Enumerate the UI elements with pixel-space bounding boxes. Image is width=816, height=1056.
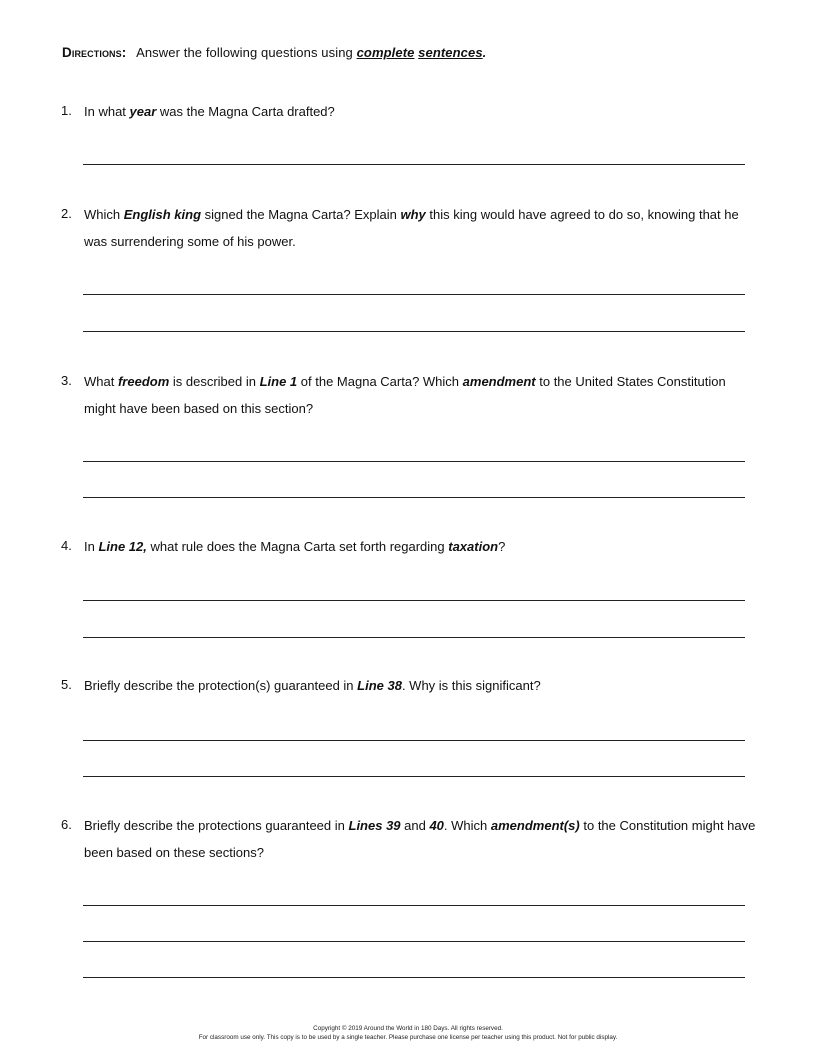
directions-emphasis-sentences: sentences	[418, 45, 483, 60]
question-text	[84, 672, 756, 699]
emphasis-line-12: Line 12,	[98, 539, 147, 554]
answer-line-3a[interactable]	[83, 461, 745, 462]
question-number: 2.	[61, 206, 72, 221]
question-number: 5.	[61, 677, 72, 692]
text-run: In what	[84, 104, 130, 119]
text-run: and	[400, 818, 430, 833]
answer-line-6a[interactable]	[83, 905, 745, 906]
directions	[62, 45, 486, 60]
footer	[0, 1024, 816, 1042]
text-run: of the Magna Carta? Which	[297, 374, 463, 389]
emphasis-lines-39: Lines 39	[348, 818, 401, 833]
directions-label: Directions:	[62, 45, 127, 60]
question-number: 3.	[61, 373, 72, 388]
answer-line-4b[interactable]	[83, 637, 745, 638]
text-run: Which	[84, 207, 124, 222]
footer-copyright: Copyright © 2019 Around the World in 180 Days. All rights reserved.	[313, 1025, 503, 1032]
text-run: ?	[498, 539, 506, 554]
question-text	[84, 368, 756, 422]
question-number: 1.	[61, 103, 72, 118]
emphasis-line-38: Line 38	[357, 678, 402, 693]
text-run: . Why is this significant?	[401, 678, 541, 693]
emphasis-40: 40	[429, 818, 444, 833]
answer-line-6b[interactable]	[83, 941, 745, 942]
emphasis-year: year	[129, 104, 157, 119]
emphasis-why: why	[400, 207, 426, 222]
question-number: 4.	[61, 538, 72, 553]
answer-line-2b[interactable]	[83, 331, 745, 332]
text-run: what rule does the Magna Carta set forth regarding	[146, 539, 449, 554]
emphasis-line-1: Line 1	[259, 374, 298, 389]
emphasis-amendments: amendment(s)	[490, 818, 580, 833]
answer-line-2a[interactable]	[83, 294, 745, 295]
emphasis-english-king: English king	[123, 207, 202, 222]
question-text	[84, 98, 756, 125]
directions-emphasis-complete: complete	[356, 45, 415, 60]
emphasis-amendment: amendment	[462, 374, 536, 389]
text-run: In	[84, 539, 99, 554]
answer-line-3b[interactable]	[83, 497, 745, 498]
question-number: 6.	[61, 817, 72, 832]
text-run: to the Constitution might have been based on these sections?	[84, 818, 756, 860]
text-run: is described in	[169, 374, 260, 389]
answer-line-6c[interactable]	[83, 977, 745, 978]
text-run: was the Magna Carta drafted?	[156, 104, 335, 119]
text-run: signed the Magna Carta? Explain	[201, 207, 401, 222]
emphasis-freedom: freedom	[117, 374, 170, 389]
question-text	[84, 812, 756, 866]
footer-license: For classroom use only. This copy is to be used by a single teacher. Please purchase one license per teacher using this product. Not for public display.	[198, 1034, 618, 1041]
text-run: this king would have agreed to do so, knowing that he was surrendering some of his power.	[84, 207, 739, 249]
directions-end: .	[482, 45, 487, 60]
question-text	[84, 201, 756, 255]
answer-line-1a[interactable]	[83, 164, 745, 165]
text-run: to the United States Constitution might have been based on this section?	[84, 374, 726, 416]
text-run: Briefly describe the protections guaranteed in	[84, 818, 349, 833]
directions-text: Answer the following questions using	[136, 45, 353, 60]
answer-line-5b[interactable]	[83, 776, 745, 777]
emphasis-taxation: taxation	[448, 539, 499, 554]
answer-line-5a[interactable]	[83, 740, 745, 741]
text-run: . Which	[443, 818, 491, 833]
answer-line-4a[interactable]	[83, 600, 745, 601]
text-run: What	[84, 374, 118, 389]
question-text	[84, 533, 756, 560]
text-run: Briefly describe the protection(s) guaranteed in	[84, 678, 358, 693]
